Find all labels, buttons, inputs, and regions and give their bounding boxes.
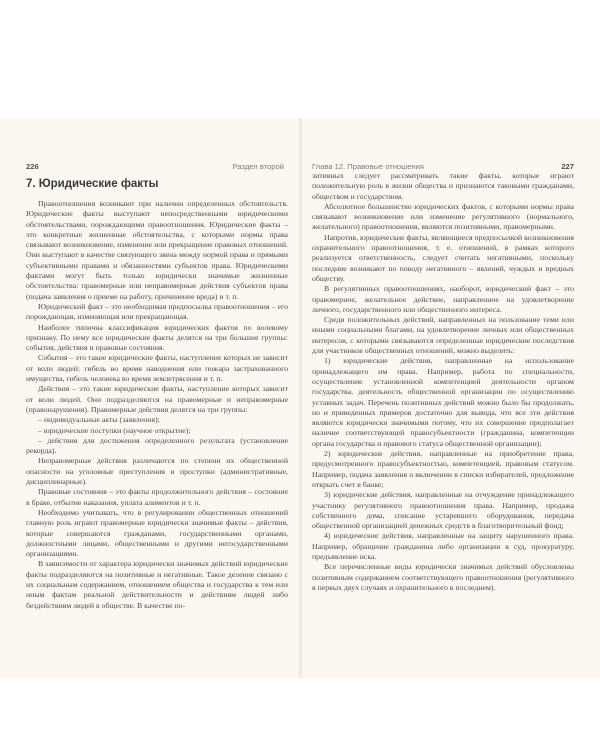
left-running-head	[26, 162, 288, 174]
list-item: – индивидуальные акты (заявления);	[38, 415, 160, 425]
running-head-title: Раздел второй	[232, 162, 284, 171]
list-item: 3) юридические действия, направленные на отчуждение принадлежащего участнику регулятивного правоотношения права. Например, продажа собственного дома, списание устаревшего оборудования, передача общественной организацией денежных средств в благотворительный фонд;	[312, 490, 574, 531]
paragraph: Правоотношения возникают при наличии определенных обстоятельств. Юридические факты выступают непосредственными юридическими обстоятельствами, порождающими правоотношения. Юридические факты – это конкретные жизненные обстоятельства, с которыми нормы права связывают возникновение, изменение или прекращение правовых отношений. Они выступают в качестве связующего звена между нормой права и прямыми субъективными правами и обязанностями субъектов права. Юридическими фактами могут быть только юридически значимые жизненные обстоятельства: правомерные или неправомерные действия субъектов права (подача заявления о приеме на работу, причинение вреда) и т. п.	[26, 199, 288, 301]
paragraph: Напротив, юридические факты, являющиеся предпосылкой возникновения охранительного правоотношения, т. е. отношений, в рамках которого реализуется ответственность, следует считать негативными, поскольку последние возникают по поводу негативного – явлений, чуждых и вредных обществу.	[312, 232, 574, 283]
paragraph: Необходимо учитывать, что в регулировании общественных отношений главную роль играют правомерные юридически значимые факты – действия, которые совершаются гражданами, государственными органами, должностными лицами, общественными и другими негосударственными организациями.	[26, 507, 288, 559]
right-page	[312, 118, 574, 678]
list-item: 2) юридические действия, направленные на приобретение права, предусмотренного правосубъектностью, компетенцией, правовым статусом. Например, подача заявления о включении в списки избирателей, предложение открыть счет в банке;	[312, 449, 574, 489]
section-title: 7. Юридические факты	[26, 178, 159, 190]
page-number: 227	[561, 162, 574, 171]
paragraph: В регулятивных правоотношениях, наоборот, юридический факт – это правомерное, желательное действие, направленное на удовлетворение личного, государственного или общественного интереса.	[312, 284, 574, 314]
paragraph: Все перечисленные виды юридически значимых действий обусловлены позитивным содержанием соответствующего правоотношения (регулятивного в первых двух случаях и охранительного в последнем).	[312, 562, 574, 592]
list-item: – действия для достижения определенного результата (установление рекорда).	[26, 435, 288, 456]
paragraph: В зависимости от характера юридически значимых действий юридические факты подразделяются на позитивные и негативные. Такое деление связано с их социальным содержанием, отношением общества и государства к тем или иным фактам реальной действительности и действиям людей либо бездействиям людей в обществе. В качестве по-	[26, 559, 288, 610]
paragraph: Неправомерные действия различаются по степени их общественной опасности на уголовные преступления и проступки (административные, дисциплинарные).	[26, 456, 288, 487]
right-page-text	[312, 171, 574, 593]
paragraph: Действия – это такие юридические факты, наступление которых зависит от воли людей. Они подразделяются на правомерные и неправомерные (правонарушения). Правомерные действия делятся на три группы:	[26, 384, 288, 414]
running-head-title: Глава 12. Правовые отношения	[312, 162, 425, 171]
list-item: – юридические поступки (научное открытие);	[38, 425, 191, 435]
book-spread	[0, 118, 600, 678]
paragraph: Среди положительных действий, направленных на пользование теми или иными социальными благами, на удовлетворение личных или общественных интересов, с которыми связываются определенные юридические последствия для участников общественных отношений, можно выделить:	[312, 315, 574, 356]
left-page-text	[26, 176, 288, 611]
paragraph: События – это такие юридические факты, наступление которых не зависит от воли людей: гибель во время наводнения или пожара застрахованного имущества, гибель человека во время землетрясения и т. п.	[26, 353, 288, 384]
list-item: 1) юридические действия, направленные на использование принадлежащего им права. Например, работа по специальности, осуществление установленной компетенцией деятельности органом государства, деятельность общественной организации по осуществлению уставных задач. Перечень позитивных действий можно было бы продолжать, но и приведенных примеров достаточно для вывода, что все эти действия являются юридически значимыми потому, что их совершение предполагает наличие соответствующей правосубъектности (гражданина, компетенции органа государства и правового статуса общественной организации);	[312, 356, 574, 448]
paragraph: Наиболее типична классификация юридических фактов по волевому признаку. По нему все юридические факты делятся на три большие группы: события, действия и правовые состояния.	[26, 322, 288, 353]
list-item: 4) юридические действия, направленные на защиту нарушенного права. Например, обращение гражданина либо организации в суд, прокуратуру, предъявление иска.	[312, 531, 574, 561]
paragraph: Юридический факт – это необходимая предпосылка правоотношения – его порождающая, изменяющая или прекращающая.	[26, 301, 288, 322]
left-page	[26, 118, 288, 678]
paragraph: зитивных следует рассматривать такие факты, которые играют положительную роль в жизни общества и признаются таковыми гражданами, обществом и государством.	[312, 171, 574, 201]
paragraph: Абсолютное большинство юридических фактов, с которыми нормы права связывают возникновение или изменение регулятивного (нормального, желательного) правоотношения, являются позитивными, правомерными.	[312, 201, 574, 232]
page-number: 226	[26, 162, 39, 171]
paragraph: Правовые состояния – это факты продолжительного действия – состояние в браке, отбытие наказания, уплата алиментов и т. п.	[26, 487, 288, 507]
